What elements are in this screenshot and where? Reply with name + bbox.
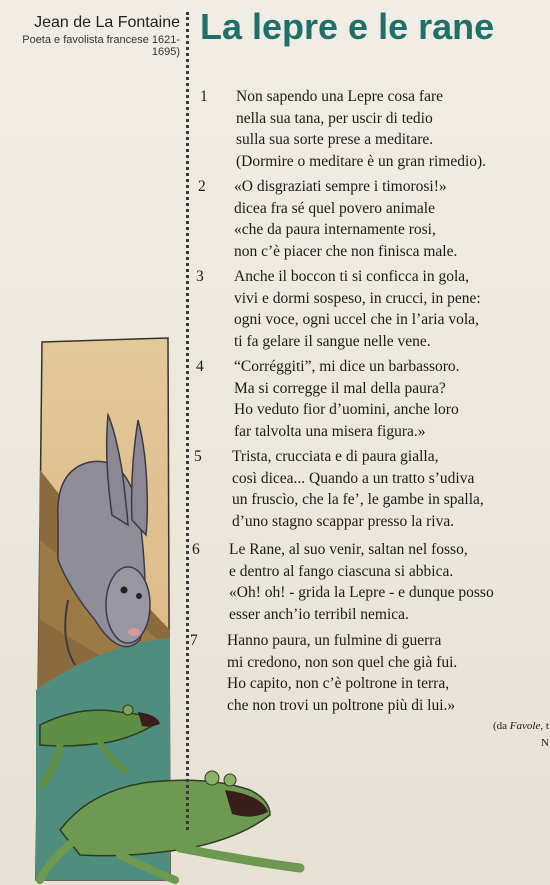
verse-line: «Oh! oh! - grida la Lepre - e dunque posso xyxy=(229,584,494,601)
verse-line: Ho capito, non c’è poltrone in terra, xyxy=(227,675,450,692)
author-block xyxy=(0,14,180,58)
verse-line: esser anch’io terribil nemica. xyxy=(229,605,409,623)
stanza-number: 3 xyxy=(196,268,204,285)
verse-line: vivi e dormi sospeso, in crucci, in pene: xyxy=(234,289,481,307)
source-prefix: (da xyxy=(493,720,510,732)
stanza-number: 7 xyxy=(190,632,198,649)
verse-line: (Dormire o meditare è un gran rimedio). xyxy=(236,152,487,170)
verse-line: sulla sua sorte prese a meditare. xyxy=(236,131,434,148)
verse-line: non c’è piacer che non finisca male. xyxy=(234,242,458,260)
verse-line: nella sua tana, per uscir di tedio xyxy=(236,109,433,127)
verse-line: Hanno paura, un fulmine di guerra xyxy=(227,632,442,649)
verse-line: un fruscìo, che la fe’, le gambe in spalla, xyxy=(232,491,484,508)
verse-line: Anche il boccon ti si conficca in gola, xyxy=(234,268,470,285)
verse-line: Ho veduto fior d’uomini, anche loro xyxy=(234,401,459,418)
source-citation xyxy=(493,720,549,732)
stanza-number: 5 xyxy=(194,448,202,465)
verse-line: e dentro al fango ciascuna si abbica. xyxy=(229,562,454,580)
source-citation-line2: N xyxy=(541,737,549,749)
source-suffix: , t xyxy=(540,720,549,732)
author-subtitle: Poeta e favolista francese 1621-1695) xyxy=(22,34,180,58)
source-work: Favole xyxy=(509,720,541,732)
verse-line: «O disgraziati sempre i timorosi!» xyxy=(234,178,447,195)
stanza-number: 1 xyxy=(200,88,208,105)
verse-line: ti fa gelare il sangue nelle vene. xyxy=(234,332,431,350)
page-title: La lepre e le rane xyxy=(200,6,495,47)
verse-line: Trista, crucciata e di paura gialla, xyxy=(232,448,439,465)
author-name: Jean de La Fontaine xyxy=(34,14,180,31)
verse-line: «che da paura internamente rosi, xyxy=(234,221,436,238)
verse-line: che non trovi un poltrone più di lui.» xyxy=(227,696,456,714)
verse-line: ogni voce, ogni uccel che in l’aria vola, xyxy=(234,311,479,328)
stanza-number: 6 xyxy=(192,541,200,558)
stanza-number: 4 xyxy=(196,358,204,375)
verse-line: “Corréggiti”, mi dice un barbassoro. xyxy=(234,358,460,375)
stanza-number: 2 xyxy=(198,178,206,195)
verse-line: così dicea... Quando a un tratto s’udiva xyxy=(232,469,475,487)
verse-line: far talvolta una misera figura.» xyxy=(234,422,426,440)
dotted-divider xyxy=(186,12,189,830)
verse-line: Le Rane, al suo venir, saltan nel fosso, xyxy=(229,541,468,558)
verse-line: mi credono, non son quel che già fui. xyxy=(227,653,458,671)
verse-line: Ma si corregge il mal della paura? xyxy=(234,379,446,397)
verse-line: dicea fra sé quel povero animale xyxy=(234,199,435,217)
verse-line: d’uno stagno scappar presso la riva. xyxy=(232,512,455,530)
verse-line: Non sapendo una Lepre cosa fare xyxy=(236,88,444,105)
